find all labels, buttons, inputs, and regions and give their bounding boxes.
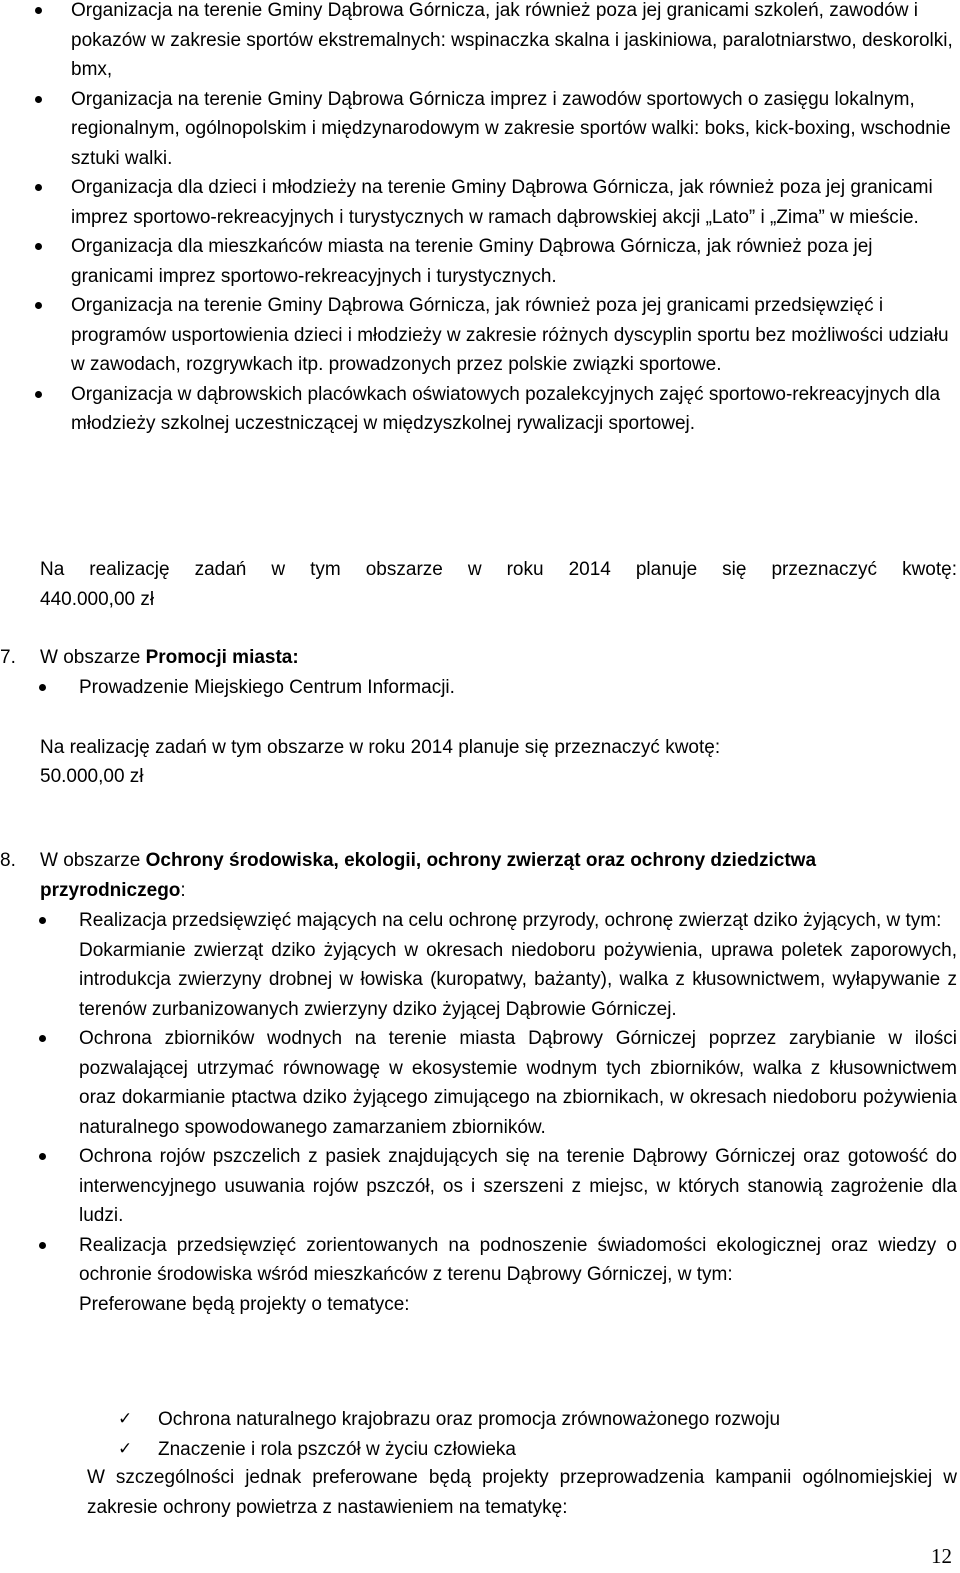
checkmark-list xyxy=(118,1405,918,1464)
item-title: Realizacja przedsięwzięć zorientowanych na podnoszenie świadomości ekologicznej oraz wiedzy o ochronie środowiska wśród mieszkańców z terenu Dąbrowy Górniczej, w tym: xyxy=(79,1234,957,1285)
list-item: Organizacja na terenie Gminy Dąbrowa Górnicza imprez i zawodów sportowych o zasięgu lokalnym, regionalnym, ogólnopolskim i międzynarodowym w zakresie sportów walki: boks, kick-boxing, wschodnie sztuki walki. xyxy=(71,85,959,174)
sport-activities-list xyxy=(71,0,959,439)
section-title-cont: przyrodniczego: xyxy=(40,880,186,901)
section-number: 8. xyxy=(0,850,16,871)
section-title: W obszarze Ochrony środowiska, ekologii, ochrony zwierząt oraz ochrony dziedzictwa xyxy=(40,850,817,871)
section-title: W obszarze Promocji miasta: xyxy=(40,647,299,668)
budget-promo-line: Na realizację zadań w tym obszarze w roku 2014 planuje się przeznaczyć kwotę: xyxy=(40,737,721,758)
list-item: ✓ Ochrona naturalnego krajobrazu oraz promocja zrównoważonego rozwoju xyxy=(118,1405,918,1435)
page-number: 12 xyxy=(931,1544,952,1568)
item-pref: Preferowane będą projekty o tematyce: xyxy=(79,1293,410,1315)
list-item: Organizacja na terenie Gminy Dąbrowa Górnicza, jak również poza jej granicami szkoleń, zawodów i pokazów w zakresie sportów ekstremalnych: wspinaczka skalna i jaskiniowa, paralotniarstwo, deskorolki, bmx, xyxy=(71,0,959,85)
budget-sport-line: Na realizację zadań w tym obszarze w roku 2014 planuje się przeznaczyć kwotę: xyxy=(40,559,957,580)
list-item: ✓ Znaczenie i rola pszczół w życiu człowieka xyxy=(118,1435,918,1465)
item-body: Dokarmianie zwierząt dziko żyjących w okresach niedoboru pożywienia, uprawa poletek zaporowych, introdukcja zwierzyny drobnej w łowiska (kuropatwy, bażanty), walka z kłusownictwem, wyłapywanie z terenów zurbanizowanych zwierzyny dziko żyjącej Dąbrowie Górniczej. xyxy=(79,939,957,1020)
section-8-list xyxy=(79,906,957,1319)
list-item xyxy=(79,1231,957,1320)
item-title: Realizacja przedsięwzięć mających na celu ochronę przyrody, ochronę zwierząt dziko żyjących, w tym: xyxy=(79,910,942,931)
list-item: Organizacja na terenie Gminy Dąbrowa Górnicza, jak również poza jej granicami przedsięwzięć i programów usportowienia dzieci i młodzieży w zakresie różnych dyscyplin sportu bez możliwości udziału w zawodach, rozgrywkach itp. prowadzonych przez polskie związki sportowe. xyxy=(71,291,959,380)
list-item xyxy=(79,906,957,1024)
section-7-list xyxy=(79,673,957,703)
list-item: Prowadzenie Miejskiego Centrum Informacji. xyxy=(79,673,957,703)
budget-promo-amount: 50.000,00 zł xyxy=(40,766,144,787)
list-item: Organizacja dla dzieci i młodzieży na terenie Gminy Dąbrowa Górnicza, jak również poza jej granicami imprez sportowo-rekreacyjnych i turystycznych w ramach dąbrowskiej akcji „Lato” i „Zima” w mieście. xyxy=(71,173,959,232)
section-7-heading xyxy=(0,643,960,673)
budget-sport-amount: 440.000,00 zł xyxy=(40,589,155,610)
section-8-heading xyxy=(0,846,960,906)
checkmark-icon: ✓ xyxy=(118,1438,133,1459)
list-item: Organizacja dla mieszkańców miasta na terenie Gminy Dąbrowa Górnicza, jak również poza jej granicami imprez sportowo-rekreacyjnych i turystycznych. xyxy=(71,232,959,291)
section-number: 7. xyxy=(0,647,16,668)
list-item: Ochrona zbiorników wodnych na terenie miasta Dąbrowy Górniczej poprzez zarybianie w ilości pozwalającej utrzymać równowagę w ekosystemie wodnym tych zbiorników, walka z kłusownictwem oraz dokarmianie ptactwa dziko żyjącego zimującego na zbiornikach, w okresach niedoboru pożywienia naturalnego spowodowanego zamarzaniem zbiorników. xyxy=(79,1024,957,1142)
list-item: Organizacja w dąbrowskich placówkach oświatowych pozalekcyjnych zajęć sportowo-rekreacyjnych dla młodzieży szkolnej uczestniczącej w międzyszkolnej rywalizacji sportowej. xyxy=(71,380,959,439)
checkmark-icon: ✓ xyxy=(118,1409,133,1429)
list-item: Ochrona rojów pszczelich z pasiek znajdujących się na terenie Dąbrowy Górniczej oraz gotowość do interwencyjnego usuwania rojów pszczół, os i szerszeni z miejsc, w których stanowią zagrożenie dla ludzi. xyxy=(79,1142,957,1231)
closing-paragraph: W szczególności jednak preferowane będą projekty przeprowadzenia kampanii ogólnomiejskiej w zakresie ochrony powietrza z nastawieniem na tematykę: xyxy=(87,1467,957,1518)
